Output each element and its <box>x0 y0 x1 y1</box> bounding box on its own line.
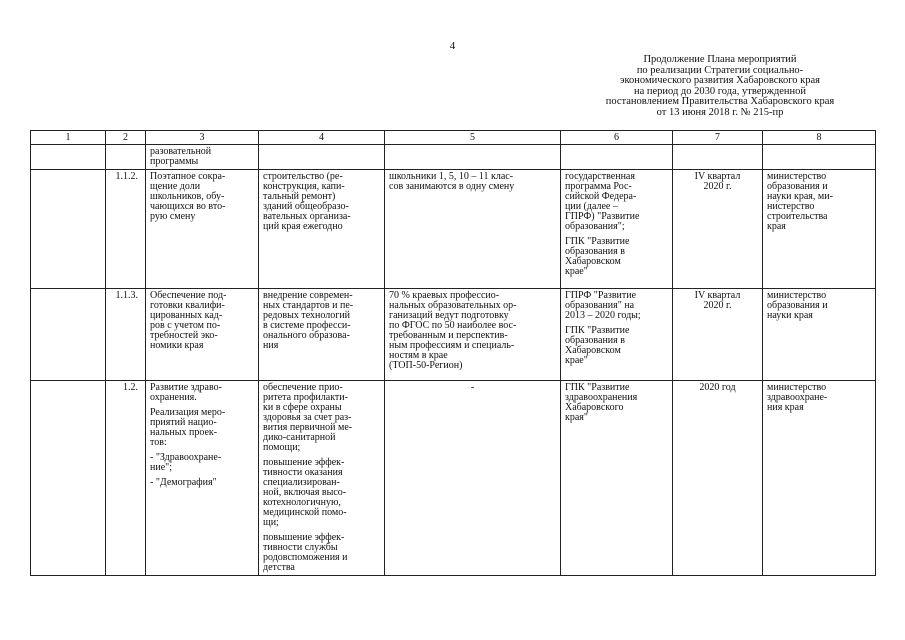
cell-activity <box>259 145 385 170</box>
cell-text-line: родовспоможения и <box>263 552 348 563</box>
cell-text-line: здоровья за счет раз- <box>263 412 352 423</box>
cell-item-number: 1.1.2. <box>106 170 146 289</box>
column-header: 8 <box>763 131 876 145</box>
cell-text-line: IV квартал <box>694 171 741 182</box>
cell-text-line: - <box>470 382 475 393</box>
header-line: экономического развития Хабаровского края <box>619 75 821 86</box>
document-header <box>570 55 870 118</box>
column-header: 5 <box>385 131 561 145</box>
cell-program <box>561 289 673 381</box>
cell-text-line: Хабаровском <box>565 256 621 267</box>
cell-text-line: ритета профилакти- <box>263 392 348 403</box>
cell-text-line: приятий нацио- <box>150 417 217 428</box>
cell-text-line: ганизаций ведут подготовку <box>389 310 509 321</box>
cell-text-line: - "Демография" <box>150 477 217 488</box>
cell-text-line: школьники 1, 5, 10 – 11 клас- <box>389 171 514 182</box>
cell-text-line: ния края <box>767 402 804 413</box>
cell-text-line: котехнологичную, <box>263 497 341 508</box>
column-header: 7 <box>673 131 763 145</box>
cell-activity <box>259 170 385 289</box>
cell-program <box>561 381 673 576</box>
column-header: 3 <box>146 131 259 145</box>
cell-item-number: 1.1.3. <box>106 289 146 381</box>
cell-text-line: нальных проек- <box>150 427 218 438</box>
cell-item-number <box>106 145 146 170</box>
activity-paragraph <box>263 533 380 573</box>
header-line: по реализации Стратегии социально- <box>636 64 804 76</box>
cell-text-line: номики края <box>150 340 204 351</box>
cell-text-line: образования и <box>767 181 828 192</box>
cell-text-line: ки в сфере охраны <box>263 402 342 413</box>
cell-text-line: крае" <box>565 355 588 366</box>
cell-text-line: министерство <box>767 382 827 393</box>
table-row <box>31 381 876 576</box>
cell-text-line: Поэтапное сокра- <box>150 171 226 182</box>
cell-text-line: нистерство <box>767 201 815 212</box>
cell-text-line: по ФГОС по 50 наиболее вос- <box>389 320 517 331</box>
cell-executor <box>763 145 876 170</box>
header-line: от 13 июня 2018 г. № 215-пр <box>656 106 784 118</box>
cell-text-line: министерство <box>767 171 827 182</box>
cell-executor <box>763 381 876 576</box>
cell-text-line: образования в <box>565 335 625 346</box>
cell-text-line: 2020 г. <box>703 300 732 311</box>
cell-col1 <box>31 145 106 170</box>
cell-col1 <box>31 381 106 576</box>
cell-text-line: зданий общеобразо- <box>263 201 349 212</box>
cell-text-line: ным профессиям и специаль- <box>389 340 515 351</box>
cell-text-line: тов: <box>150 437 167 448</box>
cell-text-line: конструкция, капи- <box>263 181 345 192</box>
cell-text-line: образования и <box>767 300 828 311</box>
cell-text-line: ной, включая высо- <box>263 487 347 498</box>
cell-text-line: Хабаровском <box>565 345 621 356</box>
cell-text-line: края <box>767 221 786 232</box>
column-number-row <box>31 131 876 145</box>
cell-deadline <box>673 381 763 576</box>
cell-text-line: щение доли <box>150 181 201 192</box>
cell-executor <box>763 170 876 289</box>
cell-text-line: ров с учетом по- <box>150 320 221 331</box>
program-paragraph <box>565 291 668 321</box>
cell-text-line: Развитие здраво- <box>150 382 222 393</box>
program-paragraph <box>565 172 668 232</box>
cell-text-line: края" <box>565 412 588 423</box>
cell-goal <box>146 289 259 381</box>
cell-text-line: ностям в крае <box>389 350 448 361</box>
cell-col1 <box>31 170 106 289</box>
cell-text-line: ных стандартов и пе- <box>263 300 354 311</box>
cell-text-line: тивности службы <box>263 542 338 553</box>
cell-text-line: цированных кад- <box>150 310 223 321</box>
cell-text-line: строительства <box>767 211 828 222</box>
cell-text-line: специализирован- <box>263 477 340 488</box>
cell-text-line: 2013 – 2020 годы; <box>565 310 641 321</box>
cell-text-line: щи; <box>263 517 279 528</box>
cell-text-line: науки края <box>767 310 813 321</box>
cell-goal <box>146 381 259 576</box>
cell-result <box>385 381 561 576</box>
cell-text-line: требностей эко- <box>150 330 218 341</box>
cell-goal <box>146 170 259 289</box>
cell-text-line: Обеспечение под- <box>150 290 227 301</box>
cell-text-line: программа Рос- <box>565 181 632 192</box>
column-header: 4 <box>259 131 385 145</box>
cell-text-line: ГПК "Развитие <box>565 382 630 393</box>
cell-text-line: ций края ежегодно <box>263 221 343 232</box>
cell-text-line: науки края, ми- <box>767 191 833 202</box>
column-header: 1 <box>31 131 106 145</box>
header-line: на период до 2030 года, утвержденной <box>633 85 807 97</box>
cell-deadline <box>673 145 763 170</box>
program-paragraph <box>565 237 668 277</box>
goal-paragraph <box>150 453 254 473</box>
cell-deadline <box>673 289 763 381</box>
cell-text-line: ции (далее – <box>565 201 618 212</box>
cell-result <box>385 170 561 289</box>
cell-text-line: повышение эффек- <box>263 532 345 543</box>
cell-program <box>561 170 673 289</box>
program-paragraph <box>565 326 668 366</box>
column-header: 2 <box>106 131 146 145</box>
header-line: постановлением Правительства Хабаровского края <box>605 96 835 107</box>
column-header: 6 <box>561 131 673 145</box>
cell-text-line: дико-санитарной <box>263 432 336 443</box>
cell-col1 <box>31 289 106 381</box>
cell-text-line: Реализация меро- <box>150 407 226 418</box>
cell-activity <box>259 289 385 381</box>
cell-text-line: вития первичной ме- <box>263 422 353 433</box>
cell-text-line: программы <box>150 156 199 167</box>
cell-text-line: тивности оказания <box>263 467 343 478</box>
cell-text-line: в системе професси- <box>263 320 351 331</box>
cell-text-line: образования в <box>565 246 625 257</box>
cell-text-line: детства <box>263 562 295 573</box>
cell-text-line: ГПК "Развитие <box>565 236 630 247</box>
cell-text-line: медицинской помо- <box>263 507 347 518</box>
header-line: Продолжение Плана мероприятий <box>643 54 797 65</box>
cell-result <box>385 145 561 170</box>
cell-text-line: Хабаровского <box>565 402 624 413</box>
cell-text-line: помощи; <box>263 442 301 453</box>
cell-text-line: ГПРФ) "Развитие <box>565 211 640 222</box>
cell-text-line: 2020 год <box>699 382 736 393</box>
cell-item-number: 1.2. <box>106 381 146 576</box>
cell-text-line: здравоохране- <box>767 392 828 403</box>
cell-text-line: нальных образовательных ор- <box>389 300 517 311</box>
cell-text-line: крае" <box>565 266 588 277</box>
table-row <box>31 289 876 381</box>
cell-text-line: 2020 г. <box>703 181 732 192</box>
cell-text-line: 70 % краевых профессио- <box>389 290 500 301</box>
cell-text-line: сов занимаются в одну смену <box>389 181 515 192</box>
activity-paragraph <box>263 383 380 453</box>
cell-text-line: онального образова- <box>263 330 350 341</box>
cell-text-line: чающихся во вто- <box>150 201 226 212</box>
cell-text-line: школьников, обу- <box>150 191 225 202</box>
cell-program <box>561 145 673 170</box>
cell-text-line: вательных организа- <box>263 211 351 222</box>
table-row <box>31 170 876 289</box>
cell-text-line: государственная <box>565 171 635 182</box>
cell-executor <box>763 289 876 381</box>
cell-text-line: сийской Федера- <box>565 191 637 202</box>
table-row <box>31 145 876 170</box>
cell-text-line: охранения. <box>150 392 197 403</box>
goal-paragraph <box>150 383 254 403</box>
cell-text-line: ГПК "Развитие <box>565 325 630 336</box>
cell-text-line: (ТОП-50-Регион) <box>389 360 463 371</box>
cell-text-line: редовых технологий <box>263 310 351 321</box>
cell-text-line: министерство <box>767 290 827 301</box>
cell-text-line: IV квартал <box>694 290 741 301</box>
cell-text-line: здравоохранения <box>565 392 638 403</box>
goal-paragraph <box>150 408 254 448</box>
activity-paragraph <box>263 458 380 528</box>
cell-text-line: ГПРФ "Развитие <box>565 290 637 301</box>
cell-text-line: требованным и перспектив- <box>389 330 508 341</box>
cell-text-line: образования"; <box>565 221 625 232</box>
cell-text-line: ния <box>263 340 279 351</box>
cell-activity <box>259 381 385 576</box>
cell-text-line: - "Здравоохране- <box>150 452 222 463</box>
cell-text-line: обеспечение прио- <box>263 382 343 393</box>
cell-text-line: образования" на <box>565 300 635 311</box>
cell-text-line: готовки квалифи- <box>150 300 225 311</box>
cell-result <box>385 289 561 381</box>
goal-paragraph <box>150 478 254 488</box>
cell-text-line: разовательной <box>150 146 212 157</box>
page-number: 4 <box>449 40 456 52</box>
cell-goal <box>146 145 259 170</box>
cell-text-line: повышение эффек- <box>263 457 345 468</box>
cell-text-line: внедрение современ- <box>263 290 353 301</box>
cell-deadline <box>673 170 763 289</box>
cell-text-line: тальный ремонт) <box>263 191 336 202</box>
cell-text-line: ние"; <box>150 462 173 473</box>
cell-text-line: рую смену <box>150 211 196 222</box>
plan-table <box>30 130 876 576</box>
cell-text-line: строительство (ре- <box>263 171 343 182</box>
